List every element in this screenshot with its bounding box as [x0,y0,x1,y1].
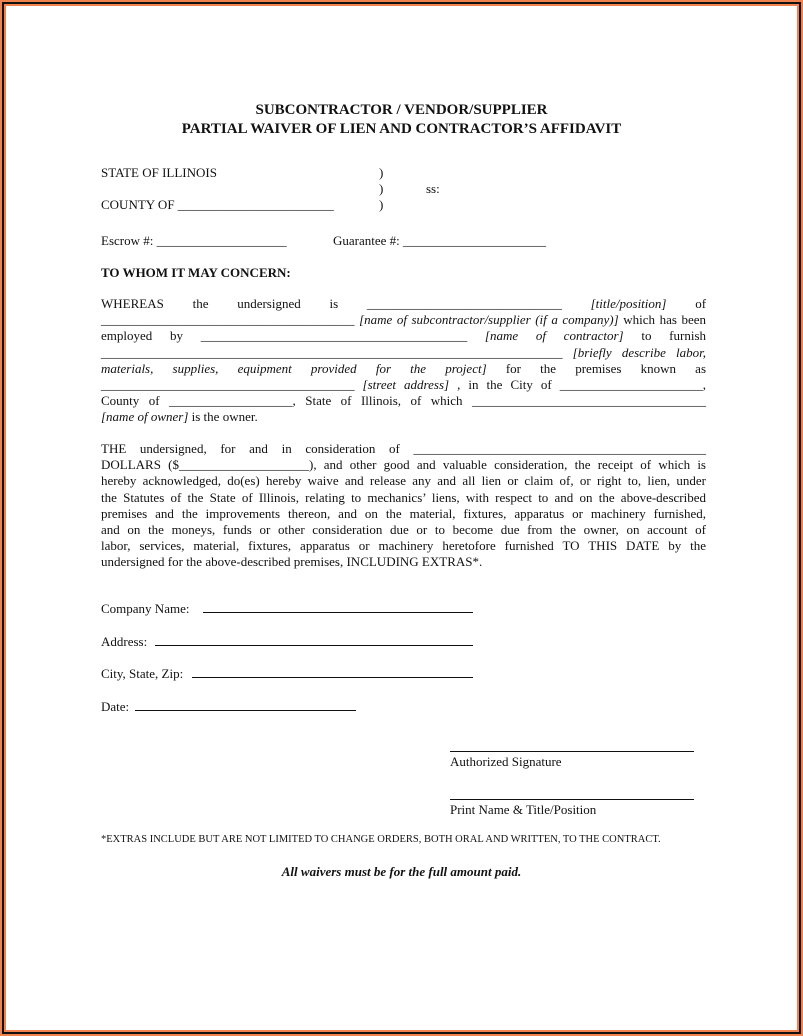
text-segment: [title/position] [590,296,667,311]
text-segment: for [505,360,521,376]
release-line: hereby acknowledged, do(es) hereby waive and release any and all lien or claim of, or right to, lien, under [101,473,706,489]
text-segment: project] [445,360,487,376]
whereas-line [101,409,706,425]
escrow-field: Escrow #: ____________________ [101,233,287,248]
salutation: TO WHOM IT MAY CONCERN: [101,265,291,280]
paren-3: ) [379,197,384,212]
release-line: the Statutes of the State of Illinois, relating to mechanics’ liens, with respect to and on the above-described [101,489,706,505]
whereas-line [101,377,706,393]
paren-2: ) [379,181,384,196]
text-segment: ______________________, [559,377,707,392]
text-segment: the [410,360,427,376]
text-segment: materials, [101,360,154,376]
city-state-zip-line[interactable] [192,666,473,678]
guarantee-field: Guarantee #: ______________________ [333,233,547,248]
text-segment: WHEREAS [101,296,164,311]
text-segment: provided [310,360,357,376]
authorized-signature-label: Authorized Signature [450,754,562,769]
text-segment: [briefly describe labor, [572,344,707,360]
state-label: STATE OF ILLINOIS [101,165,217,180]
release-line: and on the moneys, funds or other consideration due or to become due from the owner, on account of [101,522,706,537]
print-name-label: Print Name & Title/Position [450,802,597,817]
county-label: COUNTY OF ________________________ [101,197,334,212]
text-segment: which has been [623,312,707,328]
text-segment: undersigned [237,296,301,311]
text-segment: [name of subcontractor/supplier (if a company)] [359,312,619,328]
text-segment: ______________________________ [366,296,562,311]
text-segment: to furnish [641,328,706,344]
text-segment: the [540,360,557,376]
release-line: THE undersigned, for and in consideration of _____________________________________________ [101,441,706,456]
whereas-line [101,345,706,361]
date-label: Date: [101,699,130,714]
release-line: DOLLARS ($____________________), and other good and valuable consideration, the receipt of which is [101,457,706,473]
paren-1: ) [379,165,384,180]
date-line[interactable] [135,699,356,711]
text-segment: [name of owner] [101,409,189,425]
text-segment: by [169,328,183,344]
text-segment: for [375,360,391,376]
text-segment: employed [101,328,153,344]
text-segment: known [640,360,676,376]
extras-footnote: *EXTRAS INCLUDE BUT ARE NOT LIMITED TO CHANGE ORDERS, BOTH ORAL AND WRITTEN, TO THE CONTRACT. [101,834,661,845]
whereas-line [101,361,706,377]
text-segment: ____________________________________ [472,393,706,409]
ss-label: ss: [426,181,440,196]
whereas-line [101,328,706,344]
title-line-2: PARTIAL WAIVER OF LIEN AND CONTRACTOR’S AFFIDAVIT [181,121,622,137]
company-name-label: Company Name: [101,601,190,616]
release-line: premises and the improvements thereon, and on the material, fixtures, apparatus or machinery furnished, [101,505,706,521]
text-segment: supplies, [172,360,219,376]
text-segment: is the owner. [191,409,258,425]
closing-note: All waivers must be for the full amount paid. [281,864,522,879]
text-segment: _________________________________________ [200,328,468,344]
text-segment: premises [575,360,622,376]
text-segment: is [329,296,339,311]
whereas-line [101,296,706,312]
text-segment: the [192,296,209,311]
text-segment: [street address] [362,377,450,392]
release-line: undersigned for the above-described premises, INCLUDING EXTRAS*. [101,554,483,570]
title-line-1: SUBCONTRACTOR / VENDOR/SUPPLIER [255,102,548,118]
text-segment: County of ___________________, State of Illinois, of which [101,393,463,409]
address-label: Address: [101,634,148,649]
text-segment: of [695,296,707,311]
text-segment: , in the City of [457,377,552,392]
whereas-line [101,312,706,328]
text-segment: [name of contractor] [484,328,624,344]
text-segment: _______________________________________ [101,377,355,392]
authorized-signature-line[interactable] [450,751,694,752]
whereas-line [101,393,706,409]
print-name-line[interactable] [450,799,694,800]
text-segment: _______________________________________ [101,312,355,328]
address-line[interactable] [155,634,473,646]
release-line: labor, services, material, fixtures, apparatus or machinery heretofore furnished TO THIS DATE by the [101,538,706,554]
city-state-zip-label: City, State, Zip: [101,666,184,681]
text-segment: equipment [237,360,292,376]
text-segment: _______________________________________________________________________ [101,344,563,360]
company-name-line[interactable] [203,601,473,613]
text-segment: as [695,360,707,376]
